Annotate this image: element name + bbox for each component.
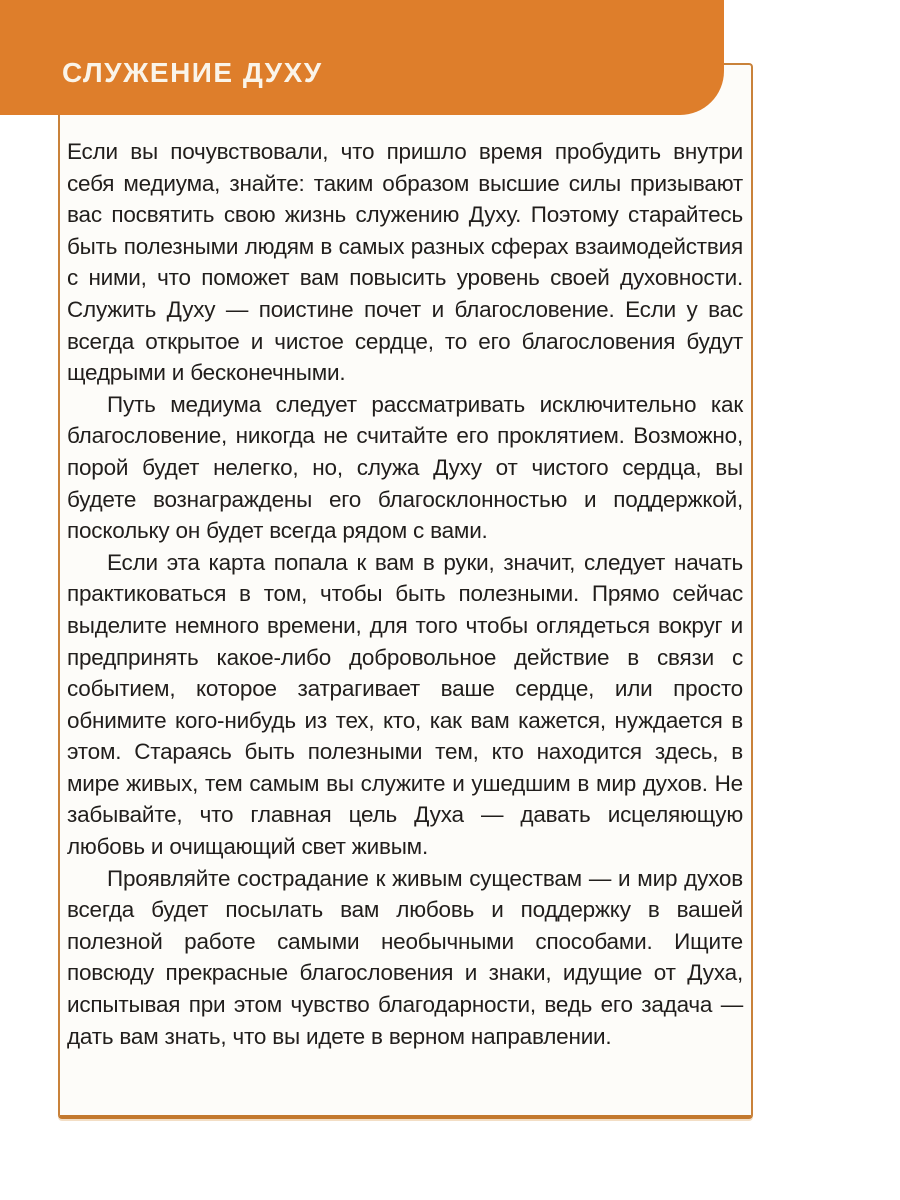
header-banner [0,0,724,115]
body-text [67,136,743,1052]
page-title: СЛУЖЕНИЕ ДУХУ [62,57,323,88]
paragraph-1: Если вы почувствовали, что пришло время пробудить внутри себя медиума, знайте: таким образом высшие силы призывают вас посвятить свою жизнь служению Духу. Поэтому старайтесь быть полезными людям в самых разных сферах взаимодействия с ними, что поможет вам повысить уровень своей духовности. Служить Духу — поистине почет и благословение. Если у вас всегда открытое и чистое сердце, то его благословения будут щедрыми и бесконечными. [67,139,743,386]
paragraph-2: Путь медиума следует рассматривать исключительно как благословение, никогда не считайте его проклятием. Возможно, порой будет нелегко, но, служа Духу от чистого сердца, вы будете вознаграждены его благосклонностью и поддержкой, поскольку он будет всегда рядом с вами. [67,391,743,544]
paragraph-4: Проявляйте сострадание к живым существам — и мир духов всегда будет посылать вам любовь и поддержку в вашей полезной работе самыми необычными способами. Ищите повсюду прекрасные благословения и знаки, идущие от Духа, испытывая при этом чувство благодарности, ведь его задача — дать вам знать, что вы идете в верном направлении. [67,865,743,1049]
paragraph-3: Если эта карта попала к вам в руки, значит, следует начать практиковаться в том, чтобы быть полезными. Прямо сейчас выделите немного времени, для того чтобы оглядеться вокруг и предпринять какое-либо добровольное действие в связи с событием, которое затрагивает ваше сердце, или просто обнимите кого-нибудь из тех, кто, как вам кажется, нуждается в этом. Стараясь быть полезными тем, кто находится здесь, в мире живых, тем самым вы служите и ушедшим в мир духов. Не забывайте, что главная цель Духа — давать исцеляющую любовь и очищающий свет живым. [67,549,743,860]
